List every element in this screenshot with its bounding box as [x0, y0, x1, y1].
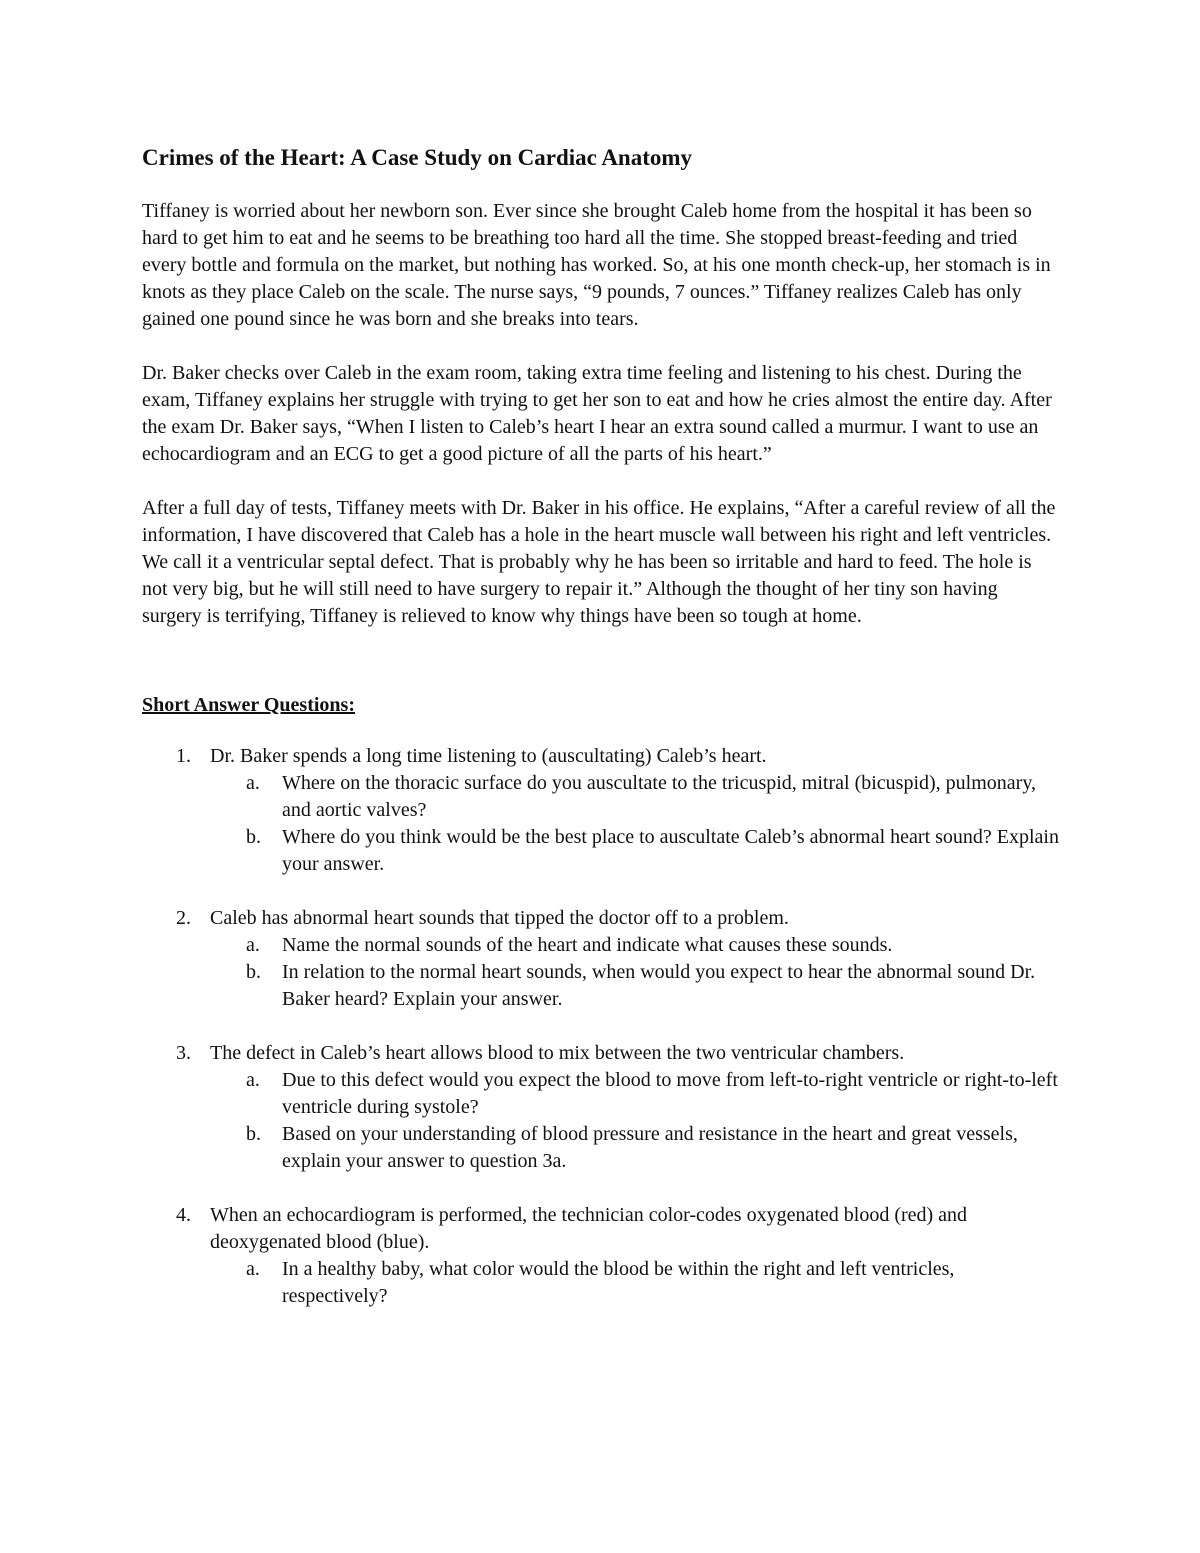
sub-question-letter: a.	[246, 1069, 260, 1091]
question-number: 2.	[176, 907, 191, 929]
sub-question-list	[210, 1256, 1062, 1310]
sub-question-letter: a.	[246, 1258, 260, 1280]
sub-question-text: Name the normal sounds of the heart and indicate what causes these sounds.	[282, 934, 893, 956]
sub-question-text: In a healthy baby, what color would the blood be within the right and left ventricles, respectively?	[282, 1258, 955, 1307]
sub-question-text: Where on the thoracic surface do you auscultate to the tricuspid, mitral (bicuspid), pulmonary, and aortic valves?	[282, 772, 1037, 821]
case-paragraph-3: After a full day of tests, Tiffaney meets with Dr. Baker in his office. He explains, “After a careful review of all the information, I have discovered that Caleb has a hole in the heart muscle wall between his right and left ventricles. We call it a ventricular septal defect. That is probably why he has been so irritable and hard to feed. The hole is not very big, but he will still need to have surgery to repair it.” Although the thought of her tiny son having surgery is terrifying, Tiffaney is relieved to know why things have been so tough at home.	[142, 497, 1056, 627]
question-text: Caleb has abnormal heart sounds that tipped the doctor off to a problem.	[210, 907, 789, 929]
sub-question-letter: b.	[246, 1123, 261, 1145]
sub-question	[210, 1067, 1062, 1121]
sub-question-letter: a.	[246, 934, 260, 956]
question-number: 1.	[176, 745, 191, 767]
question-number: 4.	[176, 1204, 191, 1226]
document-title: Crimes of the Heart: A Case Study on Cardiac Anatomy	[142, 145, 693, 170]
sub-question-letter: b.	[246, 826, 261, 848]
sub-question	[210, 1256, 1062, 1310]
sub-question	[210, 932, 1062, 959]
question-list	[142, 743, 1062, 1310]
section-heading: Short Answer Questions:	[142, 694, 355, 716]
sub-question-text: In relation to the normal heart sounds, when would you expect to hear the abnormal sound Dr. Baker heard? Explain your answer.	[282, 961, 1036, 1010]
case-paragraph-1: Tiffaney is worried about her newborn son. Ever since she brought Caleb home from the hospital it has been so hard to get him to eat and he seems to be breathing too hard all the time. She stopped breast-feeding and tried every bottle and formula on the market, but nothing has worked. So, at his one month check-up, her stomach is in knots as they place Caleb on the scale. The nurse says, “9 pounds, 7 ounces.” Tiffaney realizes Caleb has only gained one pound since he was born and she breaks into tears.	[142, 200, 1051, 330]
sub-question-list	[210, 770, 1062, 878]
case-paragraph-2: Dr. Baker checks over Caleb in the exam room, taking extra time feeling and listening to his chest. During the exam, Tiffaney explains her struggle with trying to get her son to eat and how he cries almost the entire day. After the exam Dr. Baker says, “When I listen to Caleb’s heart I hear an extra sound called a murmur. I want to use an echocardiogram and an ECG to get a good picture of all the parts of his heart.”	[142, 362, 1052, 465]
question-text: Dr. Baker spends a long time listening to (auscultating) Caleb’s heart.	[210, 745, 767, 767]
sub-question	[210, 824, 1062, 878]
sub-question-letter: a.	[246, 772, 260, 794]
sub-question-list	[210, 932, 1062, 1013]
sub-question	[210, 770, 1062, 824]
sub-question-list	[210, 1067, 1062, 1175]
question-text: The defect in Caleb’s heart allows blood to mix between the two ventricular chambers.	[210, 1042, 905, 1064]
sub-question	[210, 959, 1062, 1013]
sub-question-text: Where do you think would be the best place to auscultate Caleb’s abnormal heart sound? Explain your answer.	[282, 826, 1059, 875]
question-number: 3.	[176, 1042, 191, 1064]
question-1	[142, 743, 1062, 878]
sub-question-text: Based on your understanding of blood pressure and resistance in the heart and great vessels, explain your answer to question 3a.	[282, 1123, 1018, 1172]
document-page	[142, 140, 1062, 1337]
sub-question	[210, 1121, 1062, 1175]
question-text: When an echocardiogram is performed, the technician color-codes oxygenated blood (red) and deoxygenated blood (blue).	[210, 1204, 968, 1253]
question-4	[142, 1202, 1062, 1310]
question-3	[142, 1040, 1062, 1175]
sub-question-letter: b.	[246, 961, 261, 983]
question-2	[142, 905, 1062, 1013]
sub-question-text: Due to this defect would you expect the blood to move from left-to-right ventricle or right-to-left ventricle during systole?	[282, 1069, 1058, 1118]
